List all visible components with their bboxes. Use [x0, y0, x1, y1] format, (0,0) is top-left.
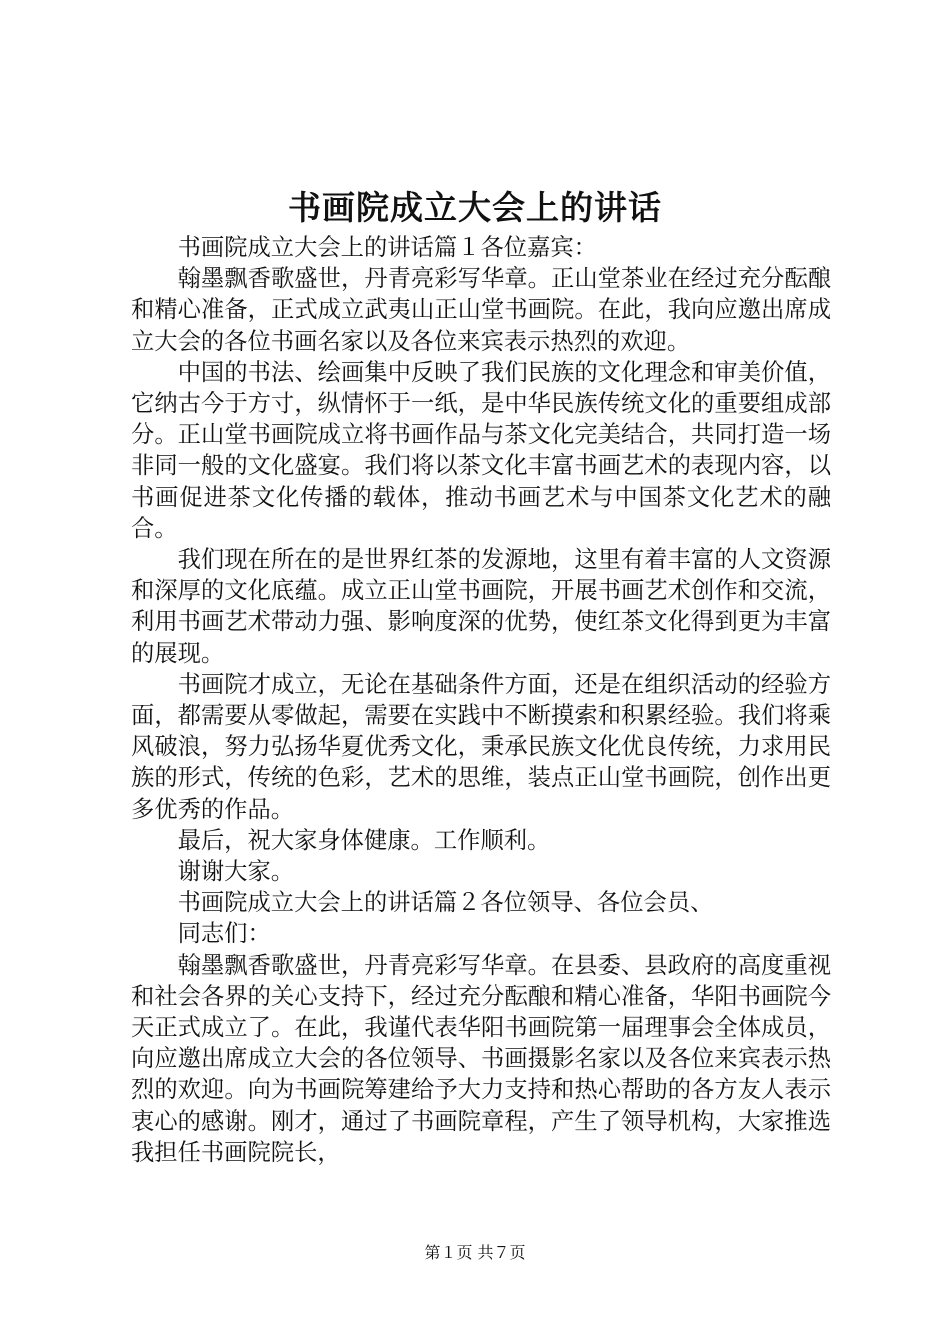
document-title: 书画院成立大会上的讲话	[288, 188, 662, 227]
paragraph: 同志们：	[177, 920, 271, 948]
paragraph: 谢谢大家。	[177, 858, 295, 886]
paragraph: 书画院才成立，无论在基础条件方面，还是在组织活动的经验方面，都需要从零做起，需要在实践中不断摸索和积累经验。我们将乘风破浪，努力弘扬华夏优秀文化，秉承民族文化优良传统，力求用民族的形式，传统的色彩，艺术的思维，装点正山堂书画院，创作出更多优秀的作品。	[131, 670, 831, 823]
document-body	[131, 232, 831, 1168]
paragraph: 最后，祝大家身体健康。工作顺利。	[177, 826, 551, 854]
paragraph: 翰墨飘香歌盛世，丹青亮彩写华章。在县委、县政府的高度重视和社会各界的关心支持下，经过充分酝酿和精心准备，华阳书画院今天正式成立了。在此，我谨代表华阳书画院第一届理事会全体成员，向应邀出席成立大会的各位领导、书画摄影名家以及各位来宾表示热烈的欢迎。向为书画院筹建给予大力支持和热心帮助的各方友人表示衷心的感谢。刚才，通过了书画院章程，产生了领导机构，大家推选我担任书画院院长，	[131, 951, 831, 1166]
paragraph: 书画院成立大会上的讲话篇１各位嘉宾：	[177, 234, 597, 261]
paragraph: 翰墨飘香歌盛世，丹青亮彩写华章。正山堂茶业在经过充分酝酿和精心准备，正式成立武夷山正山堂书画院。在此，我向应邀出席成立大会的各位书画名家以及各位来宾表示热烈的欢迎。	[131, 265, 831, 355]
paragraph: 书画院成立大会上的讲话篇２各位领导、各位会员、	[177, 889, 714, 917]
page-number-footer: 第１页 共７页	[424, 1243, 526, 1262]
paragraph: 中国的书法、绘画集中反映了我们民族的文化理念和审美价值，它纳古今于方寸，纵情怀于一纸，是中华民族传统文化的重要组成部分。正山堂书画院成立将书画作品与茶文化完美结合，共同打造一场非同一般的文化盛宴。我们将以茶文化丰富书画艺术的表现内容，以书画促进茶文化传播的载体，推动书画艺术与中国茶文化艺术的融合。	[131, 358, 831, 542]
paragraph: 我们现在所在的是世界红茶的发源地，这里有着丰富的人文资源和深厚的文化底蕴。成立正山堂书画院，开展书画艺术创作和交流，利用书画艺术带动力强、影响度深的优势，使红茶文化得到更为丰富的展现。	[131, 546, 831, 667]
